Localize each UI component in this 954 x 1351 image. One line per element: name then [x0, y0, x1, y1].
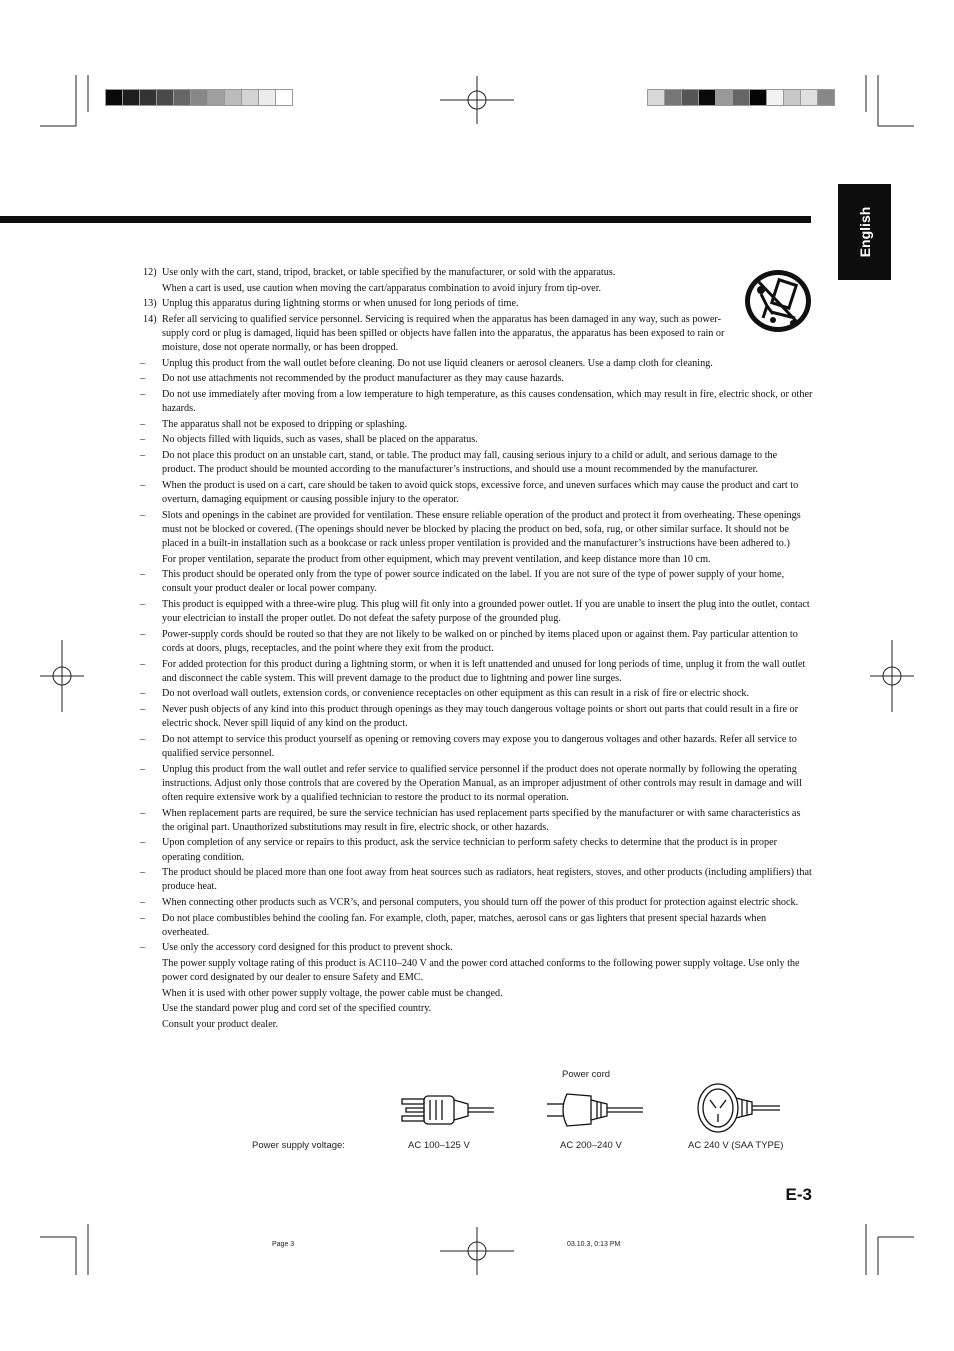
- list-item: [140, 372, 813, 386]
- power-cord-title: Power cord: [562, 1069, 611, 1080]
- list-item-text: Unplug this product from the wall outlet before cleaning. Do not use liquid cleaners or aerosol cleaners. Use a damp cloth for cleaning.: [162, 357, 713, 369]
- list-item: [140, 687, 813, 701]
- list-item: [140, 703, 813, 731]
- list-item: [140, 866, 813, 894]
- list-item: [140, 941, 813, 955]
- list-marker: –: [140, 688, 146, 700]
- list-item-continuation: For proper ventilation, separate the product from other equipment, which may prevent ventilation, and keep distance more than 10 cm.: [162, 553, 711, 565]
- list-item: [143, 266, 813, 280]
- list-item-text: Do not place combustibles behind the cooling fan. For example, cloth, paper, matches, aerosol cans or gas lighters that present special hazards when overheated.: [162, 912, 767, 938]
- list-marker: –: [140, 598, 146, 610]
- list-marker: –: [140, 628, 146, 640]
- list-item: [140, 357, 813, 371]
- list-item-text: This product should be operated only from the type of power source indicated on the label. If you are not sure of the type of power supply of your home, consult your product dealer or local power company.: [162, 569, 785, 595]
- list-item-text: The product should be placed more than one foot away from heat sources such as radiators, heat registers, stoves, and other products (including amplifiers) that produce heat.: [162, 867, 812, 893]
- list-marker: –: [140, 509, 146, 521]
- list-marker: –: [140, 763, 146, 775]
- list-item-text: Never push objects of any kind into this product through openings as they may touch dangerous voltage points or short out parts that could result in a fire or electric shock. Never spill liquid of any kind on the product.: [162, 703, 799, 730]
- list-item: [140, 733, 813, 761]
- list-marker: –: [140, 942, 146, 954]
- footer-timestamp: 03.10.3, 0:13 PM: [567, 1241, 621, 1248]
- list-item: [140, 763, 813, 806]
- list-item-continuation: When it is used with other power supply voltage, the power cable must be changed.: [162, 987, 503, 999]
- list-marker: 12): [143, 267, 157, 278]
- list-item: [140, 388, 813, 416]
- language-tab-label: English: [856, 206, 873, 258]
- list-item: [140, 836, 813, 864]
- list-item-text: For added protection for this product during a lightning storm, or when it is left unattended and unused for long periods of time, unplug it from the wall outlet and disconnect the cable system. This will prevent damage to the product due to lightning and power line surges.: [162, 658, 806, 684]
- list-item: [140, 598, 813, 626]
- list-item: [140, 418, 813, 432]
- list-item-text: This product is equipped with a three-wire plug. This plug will fit only into a grounded power outlet. If you are unable to insert the plug into the outlet, contact your electrician to install the proper outlet. Do not defeat the safety purpose of the grounded plug.: [162, 598, 810, 625]
- list-item: [140, 628, 813, 656]
- list-item: [140, 896, 813, 910]
- list-marker: –: [140, 703, 146, 715]
- list-item-text: When the product is used on a cart, care should be taken to avoid quick stops, excessive force, and uneven surfaces which may cause the product and cart to overturn, damaging equipment or causing possible injury to the operator.: [162, 479, 799, 505]
- list-item-text: Unplug this apparatus during lightning storms or when unused for long periods of time.: [162, 298, 519, 310]
- list-item-text: Do not use immediately after moving from a low temperature to high temperature, as this causes condensation, which may result in fire, electric shock, or other hazards.: [162, 388, 813, 415]
- list-item: [143, 313, 727, 356]
- list-item-text: The apparatus shall not be exposed to dripping or splashing.: [162, 418, 408, 430]
- us-grounded-plug-icon: [396, 1088, 496, 1132]
- list-marker: –: [140, 867, 146, 879]
- list-marker: –: [140, 837, 146, 849]
- list-item-text: Do not attempt to service this product yourself as opening or removing covers may expose you to dangerous voltages and other hazards. Refer all service to qualified service personnel.: [162, 733, 797, 759]
- calibration-strip-right: [648, 89, 835, 106]
- list-item: [140, 658, 813, 686]
- footer-page: Page 3: [272, 1241, 295, 1248]
- list-marker: –: [140, 388, 146, 400]
- list-item-text: Unplug this product from the wall outlet and refer service to qualified service personnel if the product does not operate normally by following the operating instructions. Adjust only those controls that are covered by the Operation Manual, as an improper adjustment of other controls may result in damage and will often require extensive work by a qualified technician to restore the product to its normal operation.: [162, 763, 802, 803]
- list-item: [140, 568, 813, 596]
- list-item-text: Use only the accessory cord designed for this product to prevent shock.: [162, 942, 453, 954]
- list-marker: –: [140, 418, 146, 430]
- list-marker: –: [140, 449, 146, 461]
- list-item: [140, 807, 813, 835]
- power-supply-voltage-label: Power supply voltage:: [252, 1140, 345, 1151]
- list-item-text: No objects filled with liquids, such as vases, shall be placed on the apparatus.: [162, 434, 478, 446]
- list-marker: –: [140, 912, 146, 924]
- list-item-text: Use only with the cart, stand, tripod, bracket, or table specified by the manufacturer, or sold with the apparatus.: [162, 267, 616, 278]
- list-marker: –: [140, 896, 146, 908]
- list-item: [140, 509, 813, 552]
- list-marker: –: [140, 373, 146, 385]
- list-marker: –: [140, 357, 146, 369]
- list-item-continuation: When a cart is used, use caution when moving the cart/apparatus combination to avoid injury from tip-over.: [162, 282, 602, 294]
- list-item-text: Do not place this product on an unstable cart, stand, or table. The product may fall, causing serious injury to a child or adult, and serious damage to the product. The product should be mounted according to the manufacturer’s instructions, and should use a mount recommended by the manufacturer.: [162, 449, 778, 476]
- list-item-text: Slots and openings in the cabinet are provided for ventilation. These ensure reliable operation of the product and protect it from overheating. These openings must not be blocked or covered. (The openings should never be blocked by placing the product on bed, sofa, rug, or other similar surface. It should not be placed in a built-in installation such as a bookcase or rack unless proper ventilation is provided and the manufacturer’s instructions have been adhered to.): [162, 509, 801, 549]
- header-rule: [0, 216, 811, 223]
- page-number: E-3: [785, 1185, 812, 1204]
- list-marker: –: [140, 733, 146, 745]
- list-marker: –: [140, 434, 146, 446]
- list-item: [140, 433, 813, 447]
- language-tab: [838, 184, 891, 280]
- plug-label-1: AC 100–125 V: [408, 1140, 470, 1151]
- list-item-text: Do not use attachments not recommended by the product manufacturer as they may cause hazards.: [162, 373, 564, 385]
- list-item-continuation: Use the standard power plug and cord set of the specified country.: [162, 1003, 432, 1015]
- calibration-strip-left: [106, 89, 293, 106]
- list-item: [140, 912, 813, 940]
- list-marker: –: [140, 807, 146, 819]
- list-item-text: Refer all servicing to qualified service personnel. Servicing is required when the apparatus has been damaged in any way, such as power-supply cord or plug is damaged, liquid has been spilled or objects have fallen into the apparatus, the apparatus has been exposed to rain or moisture, dose not operate normally, or has been dropped.: [162, 313, 725, 354]
- list-marker: –: [140, 479, 146, 491]
- list-item-text: When replacement parts are required, be sure the service technician has used replacement parts specified by the manufacturer or with same characteristics as the original part. Unauthorized substitutions may result in fire, electric shock, or other hazards.: [162, 807, 801, 833]
- list-item-text: Do not overload wall outlets, extension cords, or convenience receptacles on other equipment as this can result in a risk of fire or electric shock.: [162, 688, 749, 700]
- plug-label-2: AC 200–240 V: [560, 1140, 622, 1151]
- safety-instructions: [140, 266, 813, 1033]
- list-item: [140, 449, 813, 477]
- list-item-continuation: The power supply voltage rating of this product is AC110–240 V and the power cord attached conforms to the following power supply voltage. Use only the power cord designated by our dealer to ensure Safety and EMC.: [162, 957, 800, 984]
- list-item-text: Upon completion of any service or repairs to this product, ask the service technician to perform safety checks to determine that the product is in proper operating condition.: [162, 837, 778, 863]
- list-item-continuation: Consult your product dealer.: [162, 1018, 279, 1030]
- australian-plug-icon: [692, 1078, 782, 1140]
- list-item-text: Power-supply cords should be routed so that they are not likely to be walked on or pinched by items placed upon or against them. Pay particular attention to cords at doors, plugs, receptacles, and the point where they exit from the product.: [162, 628, 798, 654]
- list-item-text: When connecting other products such as VCR’s, and personal computers, you should turn off the power of this product for protection against electric shock.: [162, 896, 799, 908]
- list-item: [140, 479, 813, 507]
- list-item: [143, 297, 813, 311]
- plug-label-3: AC 240 V (SAA TYPE): [688, 1140, 784, 1151]
- list-marker: 13): [143, 298, 157, 310]
- list-marker: 14): [143, 313, 157, 325]
- list-marker: –: [140, 569, 146, 581]
- europlug-icon: [543, 1088, 645, 1132]
- list-marker: –: [140, 658, 146, 670]
